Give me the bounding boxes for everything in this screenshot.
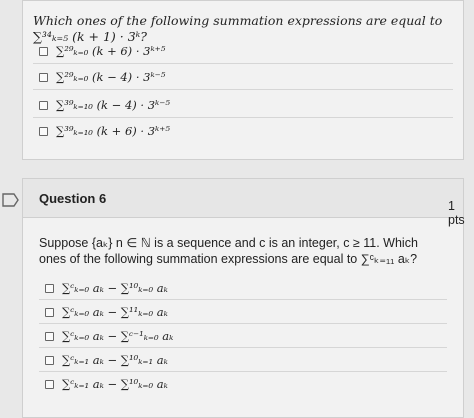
checkbox[interactable] <box>39 101 48 110</box>
option-label: ∑³⁹ₖ₌₁₀ (k − 4) · 3ᵏ⁻⁵ <box>56 98 170 112</box>
q6-option-4[interactable] <box>39 349 447 372</box>
checkbox[interactable] <box>45 356 54 365</box>
question-6-panel <box>22 178 464 418</box>
option-label: ∑ᶜₖ₌₁ aₖ − ∑¹⁰ₖ₌₀ aₖ <box>62 377 168 391</box>
question-title: Question 6 <box>39 191 107 206</box>
checkbox[interactable] <box>39 73 48 82</box>
q5-option-1[interactable] <box>33 39 453 64</box>
q5-option-3[interactable] <box>33 93 453 118</box>
checkbox[interactable] <box>45 308 54 317</box>
question-6-prompt: Suppose {aₖ} n ∈ ℕ is a sequence and c is an integer, c ≥ 11. Which ones of the following summation expressions are equal to ∑ᶜₖ₌₁₁ aₖ? <box>39 236 418 266</box>
q6-option-5[interactable] <box>39 373 447 395</box>
option-label: ∑ᶜₖ₌₀ aₖ − ∑¹¹ₖ₌₀ aₖ <box>62 305 168 319</box>
checkbox[interactable] <box>45 332 54 341</box>
option-label: ∑ᶜₖ₌₁ aₖ − ∑¹⁰ₖ₌₁ aₖ <box>62 353 168 367</box>
question-5-prompt: Which ones of the following summation expressions are equal to ∑³⁴ₖ₌₅ (k + 1) · 3ᵏ? <box>33 13 443 44</box>
question-6-header <box>23 179 463 218</box>
bookmark-icon[interactable] <box>2 193 20 207</box>
checkbox[interactable] <box>45 284 54 293</box>
checkbox[interactable] <box>45 380 54 389</box>
q5-option-2[interactable] <box>33 65 453 90</box>
option-label: ∑³⁹ₖ₌₁₀ (k + 6) · 3ᵏ⁺⁵ <box>56 124 170 138</box>
q6-option-2[interactable] <box>39 301 447 324</box>
q5-option-4[interactable] <box>33 119 453 143</box>
option-label: ∑²⁹ₖ₌₀ (k − 4) · 3ᵏ⁻⁵ <box>56 70 166 84</box>
q6-option-3[interactable] <box>39 325 447 348</box>
question-5-panel <box>22 0 464 160</box>
option-label: ∑ᶜₖ₌₀ aₖ − ∑ᶜ⁻¹ₖ₌₀ aₖ <box>62 329 174 343</box>
option-label: ∑ᶜₖ₌₀ aₖ − ∑¹⁰ₖ₌₀ aₖ <box>62 281 168 295</box>
option-label: ∑²⁹ₖ₌₀ (k + 6) · 3ᵏ⁺⁵ <box>56 44 166 58</box>
q6-option-1[interactable] <box>39 277 447 300</box>
checkbox[interactable] <box>39 47 48 56</box>
points-label: 1 pts <box>448 199 465 227</box>
checkbox[interactable] <box>39 127 48 136</box>
